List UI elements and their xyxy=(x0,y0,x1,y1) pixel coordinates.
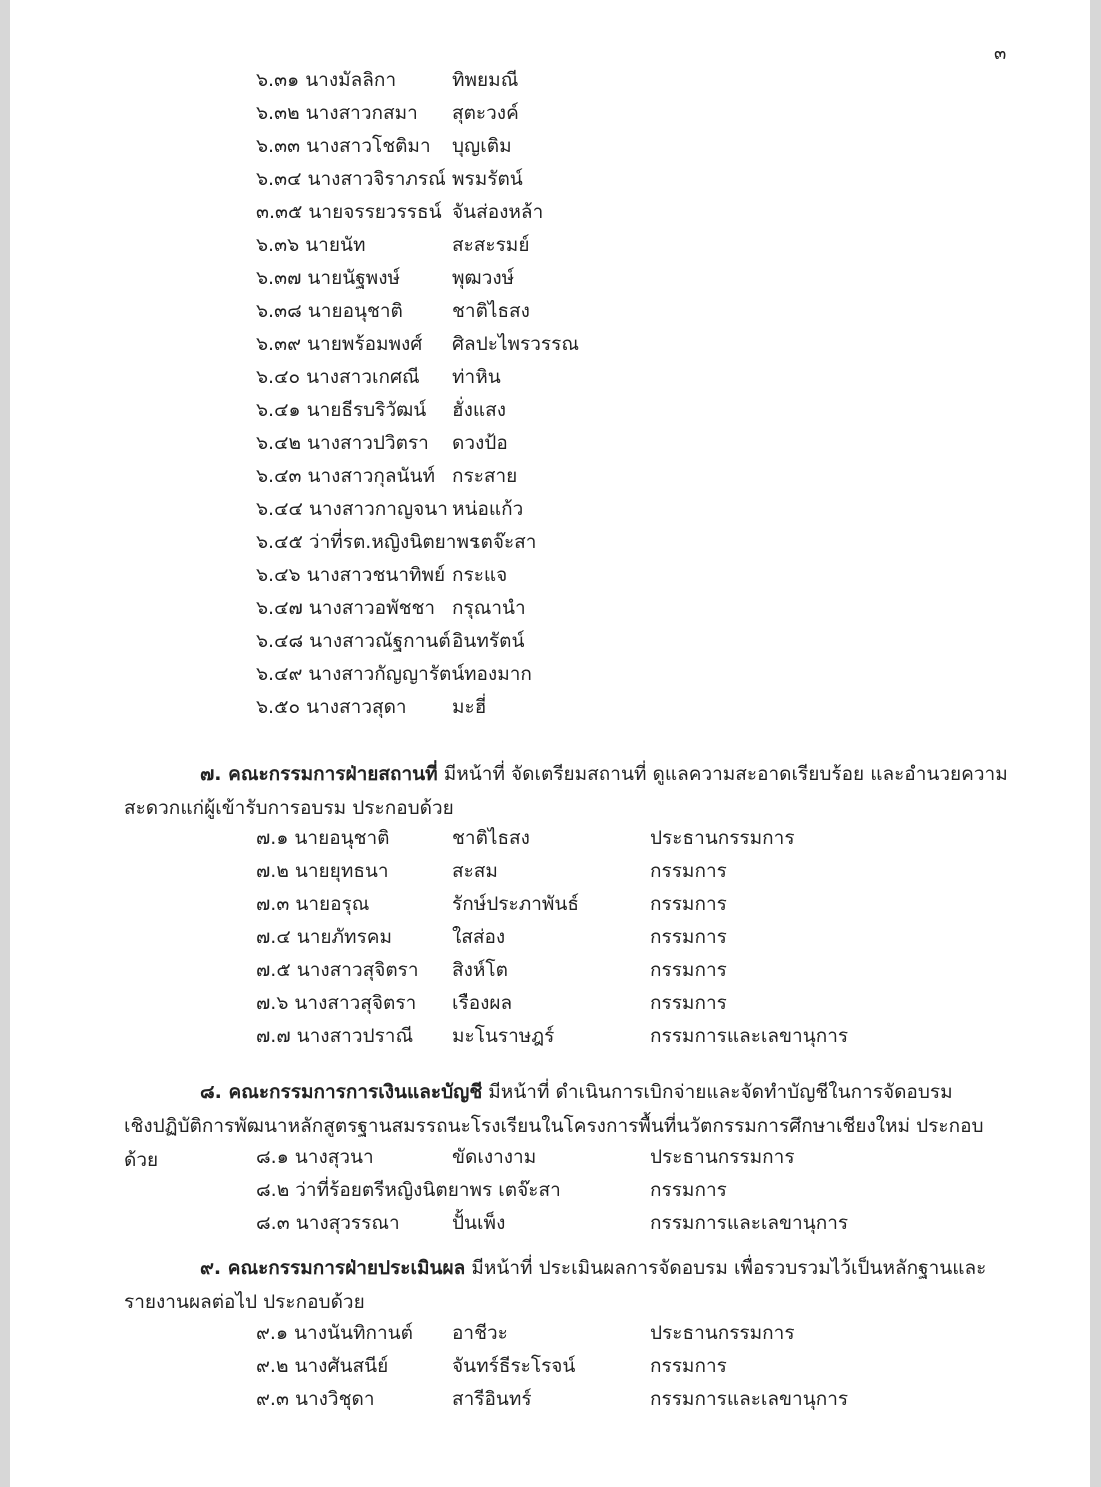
section-8-description: ๘. คณะกรรมการการเงินและบัญชี มีหน้าที่ ดำเนินการเบิกจ่ายและจัดทำบัญชีในการจัดอบรม เชิงปฏิบัติการพัฒนาหลักสูตรฐานสมรรถนะโรงเรียนในโครงการพื้นที่นวัตกรรมการศึกษาเชียงใหม่ ประกอบด้วย xyxy=(124,1081,984,1171)
section-7-description: ๗. คณะกรรมการฝ่ายสถานที่ มีหน้าที่ จัดเตรียมสถานที่ ดูแลความสะอาดเรียบร้อย และอำนวยความ สะดวกแก่ผู้เข้ารับการอบรม ประกอบด้วย xyxy=(124,763,1008,819)
section-8-heading: ๘. คณะกรรมการการเงินและบัญชี xyxy=(200,1081,483,1103)
section-9-description: ๙. คณะกรรมการฝ่ายประเมินผล มีหน้าที่ ประเมินผลการจัดอบรม เพื่อรวบรวมไว้เป็นหลักฐานและ รายงานผลต่อไป ประกอบด้วย xyxy=(124,1257,987,1313)
page-number: ๓ xyxy=(994,43,1007,64)
section-9-heading: ๙. คณะกรรมการฝ่ายประเมินผล xyxy=(200,1257,466,1279)
section-7-heading: ๗. คณะกรรมการฝ่ายสถานที่ xyxy=(200,763,438,785)
document-page: ๓ ๖.๓๑ นางมัลลิกา ทิพยมณี ๖.๓๒ นางสาวกสมา สุตะวงค์ ๖.๓๓ นางสาวโชติมา บุญเติม ๖.๓๔ นางสาวจิราภรณ์ พรมรัตน์ ๓.๓๕ นายจรรยวรรธน์ จันส่องหล้า ๖.๓๖ นายนัท สะสะรมย์ ๖.๓๗ นายนัฐพงษ์ พุฒวงษ์ ๖.๓๘ นายอนุชาติ ชาติไธสง ๖.๓๙ นายพร้อมพงศ์ ศิลปะไพรวรรณ ๖.๔๐ นางสาวเกศณี ท่าหิน ๖.๔๑ นายธีรบริวัฒน์ ฮั่งแสง ๖.๔๒ นางสาวปวิตรา ดวงป้อ ๖.๔๓ นางสาวกุลนันท์ กระสาย ๖.๔๔ นางสาวกาญจนา หน่อแก้ว ๖.๔๕ ว่าที่รต.หญิงนิตยาพร เตจ๊ะสา ๖.๔๖ นางสาวชนาทิพย์ กระแจ ๖.๔๗ นางสาวอพัชชา กรุณานำ ๖.๔๘ นางสาวณัฐกานต์ อินทรัตน์ ๖.๔๙ นางสาวกัญญารัตน์ ทองมาก ๖.๕๐ นางสาวสุดา มะฮี่ ๗. คณะกรรมการฝ่ายสถานที่ มีหน้าที่ จัดเตรียมสถานที่ ดูแลความสะอาดเรียบร้อย และอำนวยความ สะดวกแก่ผู้เข้ารับการอบรม ประกอบด้วย ๗.๑ นายอนุชาติ ชาติไธสง ประธานกรรมการ ๗.๒ นายยุทธนา สะสม กรรมการ ๗.๓ นายอรุณ รักษ์ประภาพันธ์ กรรมการ ๗.๔ นายภัทรคม ใสส่อง กรรมการ ๗.๕ นางสาวสุจิตรา สิงห์โต กรรมการ ๗.๖ นางสาวสุจิตรา เรืองผล กรรมการ ๗.๗ นางสาวปราณี มะโนราษฎร์ กรรมการและเลขานุการ ๘. คณะกรรมการการเงินและบัญชี มีหน้าที่ ดำเนินการเบิกจ่ายและจัดทำบัญชีในการจัดอบรม เชิงปฏิบัติการพัฒนาหลักสูตรฐานสมรรถนะโรงเรียนในโครงการพื้นที่นวัตกรรมการศึกษาเชียงใหม่ ประกอบด้วย ๘.๑ นางสุวนา ขัดเงางาม ประธานกรรมการ ๘.๒ ว่าที่ร้อยตรีหญิงนิตยาพร เตจ๊ะสา กรรมการ ๘.๓ นางสุวรรณา ปั้นเพ็ง กรรมการและเลขานุการ ๙. คณะกรรมการฝ่ายประเมินผล มีหน้าที่ ประเมินผลการจัดอบรม เพื่อรวบรวมไว้เป็นหลักฐานและ รายงานผลต่อไป ประกอบด้วย ๙.๑ นางนันทิกานต์ อาชีวะ ประธานกรรมการ ๙.๒ นางศันสนีย์ จันทร์ธีระโรจน์ กรรมการ ๙.๓ นางวิชุดา สารีอินทร์ กรรมการและเลขานุการ xyxy=(10,0,1090,1487)
